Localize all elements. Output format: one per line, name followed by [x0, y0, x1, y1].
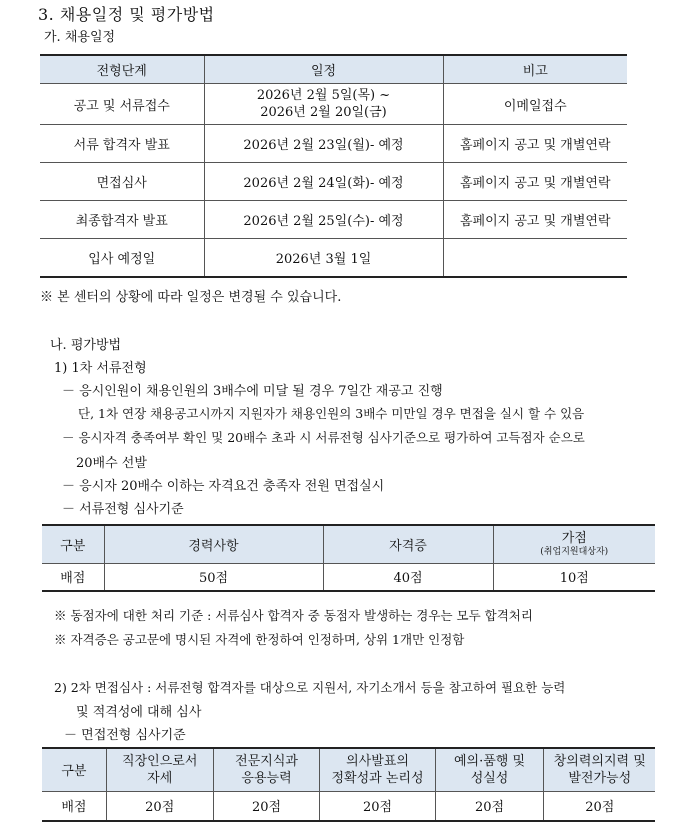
document-screening-table: [42, 524, 655, 592]
header-experience: 경력사항: [104, 525, 323, 563]
table-header-row: [40, 55, 627, 84]
criteria-line: 의사발표의: [346, 753, 409, 769]
note-cell: [443, 239, 627, 277]
step2-title-cont: 및 적격성에 대해 심사: [76, 705, 202, 720]
interview-table: [42, 747, 655, 822]
score-cell: 20점: [213, 791, 320, 821]
score-cell: 20점: [320, 791, 435, 821]
table-row: [40, 239, 627, 277]
stage-cell: 서류 합격자 발표: [40, 125, 204, 163]
schedule-footnote: ※ 본 센터의 상황에 따라 일정은 변경될 수 있습니다.: [40, 290, 342, 305]
score-cell: 20점: [435, 791, 544, 821]
note-cell: 홈페이지 공고 및 개별연락: [443, 201, 627, 239]
header-stage: 전형단계: [40, 55, 204, 84]
score-cell: 10점: [493, 563, 655, 591]
step1-bullet: － 서류전형 심사기준: [62, 502, 184, 517]
score-cell: 20점: [544, 791, 655, 821]
step2-bullet: － 면접전형 심사기준: [64, 728, 186, 743]
score-cell: 20점: [106, 791, 213, 821]
step1-title: 1) 1차 서류전형: [54, 361, 147, 376]
header-note: 비고: [443, 55, 627, 84]
table-row: [40, 84, 627, 125]
table-row: [40, 201, 627, 239]
table-row: [42, 563, 655, 591]
table-header-row: [42, 525, 655, 563]
step1-bullet: － 응시인원이 채용인원의 3배수에 미달 될 경우 7일간 재공고 진행: [62, 384, 443, 399]
criteria-line: 전문지식과: [235, 753, 298, 769]
date-cell: 2026년 3월 1일: [204, 239, 443, 277]
table-row: [40, 163, 627, 201]
score-cell: 40점: [323, 563, 493, 591]
evaluation-heading: 나. 평가방법: [50, 338, 122, 353]
criteria-header: [106, 748, 213, 791]
criteria-header: [213, 748, 320, 791]
date-cell: [204, 84, 443, 125]
stage-cell: 입사 예정일: [40, 239, 204, 277]
criteria-line: 응용능력: [241, 770, 292, 786]
header-bonus: [493, 525, 655, 563]
header-label: 구분: [42, 525, 104, 563]
header-date: 일정: [204, 55, 443, 84]
header-label: 구분: [42, 748, 106, 791]
criteria-line: 창의력의지력 및: [553, 753, 646, 769]
date-line: 2026년 2월 20일(금): [260, 105, 387, 120]
step1-bullet: － 응시자 20배수 이하는 자격요건 충족자 전원 면접실시: [62, 479, 385, 494]
date-cell: 2026년 2월 23일(월)- 예정: [204, 125, 443, 163]
criteria-line: 정확성과 논리성: [331, 770, 424, 786]
table-row: [42, 791, 655, 821]
criteria-line: 직장인으로서: [122, 753, 198, 769]
step2-title: 2) 2차 면접심사 : 서류전형 합격자를 대상으로 지원서, 자기소개서 등을 참고하여 필요한 능력: [54, 680, 566, 695]
score-cell: 50점: [104, 563, 323, 591]
criteria-header: [320, 748, 435, 791]
step1-bullet-cont: 20배수 선발: [76, 456, 147, 471]
row-label: 배점: [42, 563, 104, 591]
stage-cell: 최종합격자 발표: [40, 201, 204, 239]
bonus-label: 가점: [561, 530, 587, 546]
note-cell: 홈페이지 공고 및 개별연락: [443, 163, 627, 201]
note-cell: 홈페이지 공고 및 개별연락: [443, 125, 627, 163]
criteria-line: 예의·품행 및: [454, 753, 526, 769]
header-certificate: 자격증: [323, 525, 493, 563]
schedule-heading: 가. 채용일정: [44, 30, 116, 45]
criteria-header: [544, 748, 655, 791]
bonus-sublabel: (취업지원대상자): [540, 546, 609, 557]
criteria-line: 성실성: [470, 770, 509, 786]
date-line: 2026년 2월 5일(목) ~: [256, 88, 391, 103]
step1-note: ※ 자격증은 공고문에 명시된 자격에 한정하여 인정하며, 상위 1개만 인정함: [54, 632, 465, 647]
step1-bullet-sub: 단, 1차 연장 채용공고시까지 지원자가 채용인원의 3배수 미만일 경우 면접을 실시 할 수 있음: [78, 406, 585, 421]
criteria-header: [435, 748, 544, 791]
stage-cell: 공고 및 서류접수: [40, 84, 204, 125]
date-cell: 2026년 2월 24일(화)- 예정: [204, 163, 443, 201]
section-title: 3. 채용일정 및 평가방법: [38, 5, 215, 24]
note-cell: 이메일접수: [443, 84, 627, 125]
table-header-row: [42, 748, 655, 791]
row-label: 배점: [42, 791, 106, 821]
table-row: [40, 125, 627, 163]
step1-bullet: － 응시자격 충족여부 확인 및 20배수 초과 시 서류전형 심사기준으로 평가하여 고득점자 순으로: [62, 430, 585, 445]
stage-cell: 면접심사: [40, 163, 204, 201]
schedule-table: [40, 54, 627, 278]
date-cell: 2026년 2월 25일(수)- 예정: [204, 201, 443, 239]
step1-note: ※ 동점자에 대한 처리 기준 : 서류심사 합격자 중 동점자 발생하는 경우는 모두 합격처리: [54, 608, 533, 623]
criteria-line: 자세: [147, 770, 173, 786]
criteria-line: 발전가능성: [568, 770, 632, 786]
